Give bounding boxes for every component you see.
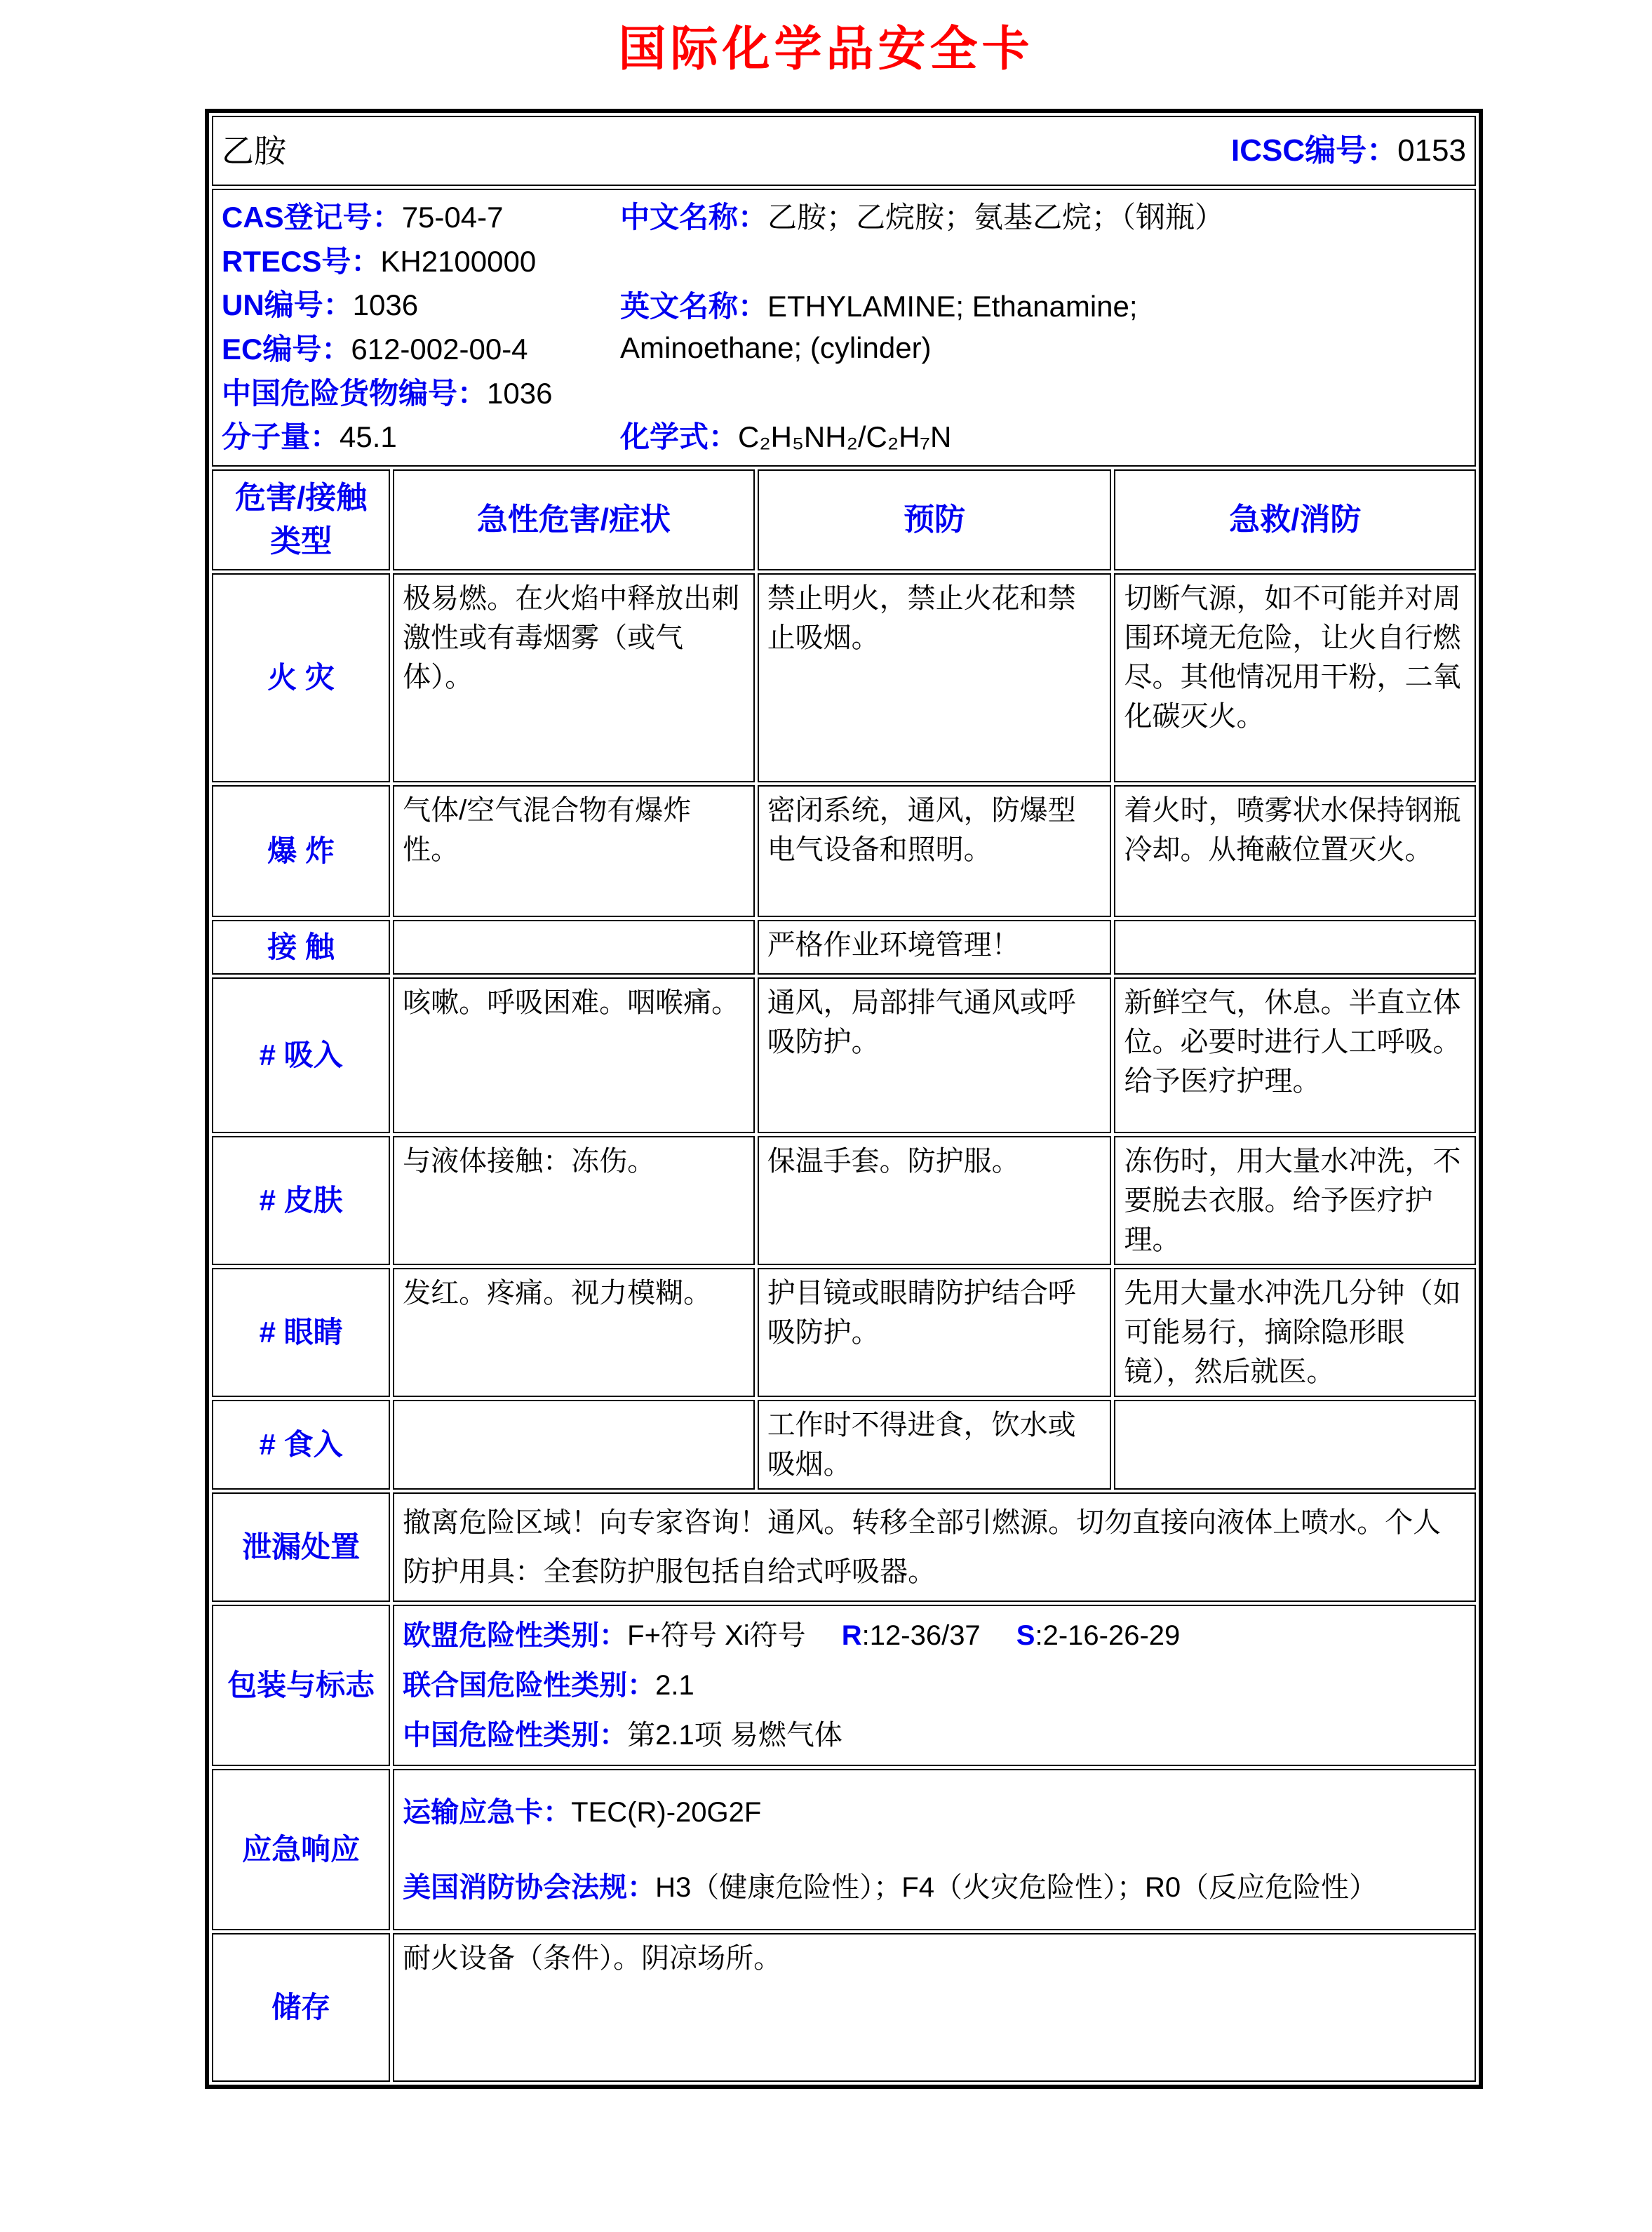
eyes-row (212, 1268, 1476, 1397)
icsc-number-group (1231, 129, 1466, 173)
substance-header-cell (212, 116, 1476, 186)
spill-text-cell: 撤离危险区域！向专家咨询！通风。转移全部引燃源。切勿直接向液体上喷水。个人防护用具：全套防护服包括自给式呼吸器。 (393, 1492, 1476, 1602)
identification-cell (212, 189, 1476, 467)
packaging-lines: 欧盟危险性类别：F+符号 Xi符号 R:12-36/37 S:2-16-26-29 联合国危险性类别：2.1 中国危险性类别：第2.1项 易燃气体 (403, 1619, 1181, 1751)
header-acute-symptoms: 急性危害/症状 (393, 469, 755, 570)
spill-row (212, 1492, 1476, 1602)
explosion-symptoms-cell: 气体/空气混合物有爆炸性。 (393, 785, 755, 917)
inhalation-label: # 吸入 (212, 977, 390, 1133)
contact-first-aid-cell (1114, 920, 1476, 975)
packaging-text-cell (393, 1605, 1476, 1766)
names-column (616, 194, 1466, 461)
id-numbers-column (222, 194, 616, 461)
skin-prevention-cell: 保温手套。防护服。 (758, 1136, 1112, 1265)
page-title: 国际化学品安全卡 (618, 22, 1034, 76)
inhalation-first-aid-cell: 新鲜空气，休息。半直立体位。必要时进行人工呼吸。给予医疗护理。 (1114, 977, 1476, 1133)
chinese-name-line: 中文名称：乙胺；乙烷胺；氨基乙烷；（钢瓶） (620, 201, 1225, 234)
contact-row (212, 920, 1476, 975)
spill-label: 泄漏处置 (212, 1492, 390, 1602)
ingestion-symptoms-cell (393, 1400, 755, 1490)
eyes-symptoms-cell: 发红。疼痛。视力模糊。 (393, 1268, 755, 1397)
header-hazard-type: 危害/接触 类型 (212, 469, 390, 570)
explosion-first-aid-cell: 着火时，喷雾状水保持钢瓶冷却。从掩蔽位置灭火。 (1114, 785, 1476, 917)
un-number-line: UN编号：1036 (222, 288, 419, 322)
emergency-label: 应急响应 (212, 1769, 390, 1930)
fire-prevention-cell: 禁止明火，禁止火花和禁止吸烟。 (758, 573, 1112, 782)
cas-number-line: CAS登记号：75-04-7 (222, 201, 504, 234)
storage-row (212, 1933, 1476, 2082)
fire-row (212, 573, 1476, 782)
contact-prevention-cell: 严格作业环境管理！ (758, 920, 1112, 975)
explosion-label: 爆 炸 (212, 785, 390, 917)
icsc-card (205, 109, 1652, 2089)
ingestion-prevention-cell: 工作时不得进食，饮水或吸烟。 (758, 1400, 1112, 1490)
contact-symptoms-cell (393, 920, 755, 975)
skin-first-aid-cell: 冻伤时，用大量水冲洗，不要脱去衣服。给予医疗护理。 (1114, 1136, 1476, 1265)
icsc-number-label: ICSC编号： (1230, 133, 1398, 168)
icsc-number-value: 0153 (1397, 133, 1466, 168)
table-header-row (212, 469, 1476, 570)
ec-number-line: EC编号：612-002-00-4 (222, 332, 528, 366)
ingestion-row (212, 1400, 1476, 1490)
rtecs-number-line: RTECS号：KH2100000 (222, 244, 537, 278)
substance-name: 乙胺 (222, 132, 286, 169)
skin-symptoms-cell: 与液体接触：冻伤。 (393, 1136, 755, 1265)
chemical-formula-line: 化学式：C₂H₅NH₂/C₂H₇N (620, 420, 952, 454)
fire-first-aid-cell: 切断气源，如不可能并对周围环境无危险，让火自行燃尽。其他情况用干粉，二氧化碳灭火。 (1114, 573, 1476, 782)
ingestion-label: # 食入 (212, 1400, 390, 1490)
eyes-prevention-cell: 护目镜或眼睛防护结合呼吸防护。 (758, 1268, 1112, 1397)
china-dg-number-line: 中国危险货物编号：1036 (222, 376, 553, 410)
identification-row (212, 189, 1476, 467)
inhalation-row (212, 977, 1476, 1133)
icsc-table (205, 109, 1483, 2089)
inhalation-prevention-cell: 通风，局部排气通风或呼吸防护。 (758, 977, 1112, 1133)
packaging-label: 包装与标志 (212, 1605, 390, 1766)
storage-text-cell: 耐火设备（条件）。阴凉场所。 (393, 1933, 1476, 2082)
skin-row (212, 1136, 1476, 1265)
explosion-prevention-cell: 密闭系统，通风，防爆型电气设备和照明。 (758, 785, 1112, 917)
fire-label: 火 灾 (212, 573, 390, 782)
skin-label: # 皮肤 (212, 1136, 390, 1265)
header-first-aid: 急救/消防 (1114, 469, 1476, 570)
packaging-row (212, 1605, 1476, 1766)
inhalation-symptoms-cell: 咳嗽。呼吸困难。咽喉痛。 (393, 977, 755, 1133)
header-prevention: 预防 (758, 469, 1112, 570)
substance-header-row (212, 116, 1476, 186)
eyes-label: # 眼睛 (212, 1268, 390, 1397)
emergency-row (212, 1769, 1476, 1930)
english-name-line: 英文名称：ETHYLAMINE; Ethanamine; Aminoethane; (cylinder) (620, 290, 1138, 364)
contact-label: 接 触 (212, 920, 390, 975)
explosion-row (212, 785, 1476, 917)
fire-symptoms-cell: 极易燃。在火焰中释放出刺激性或有毒烟雾（或气体）。 (393, 573, 755, 782)
storage-label: 储存 (212, 1933, 390, 2082)
molecular-weight-line: 分子量：45.1 (222, 420, 397, 454)
eyes-first-aid-cell: 先用大量水冲洗几分钟（如可能易行，摘除隐形眼镜），然后就医。 (1114, 1268, 1476, 1397)
ingestion-first-aid-cell (1114, 1400, 1476, 1490)
emergency-text-cell (393, 1769, 1476, 1930)
emergency-lines: 运输应急卡：TEC(R)-20G2F 美国消防协会法规：H3（健康危险性）；F4（火灾危险性）；R0（反应危险性） (403, 1796, 1378, 1903)
